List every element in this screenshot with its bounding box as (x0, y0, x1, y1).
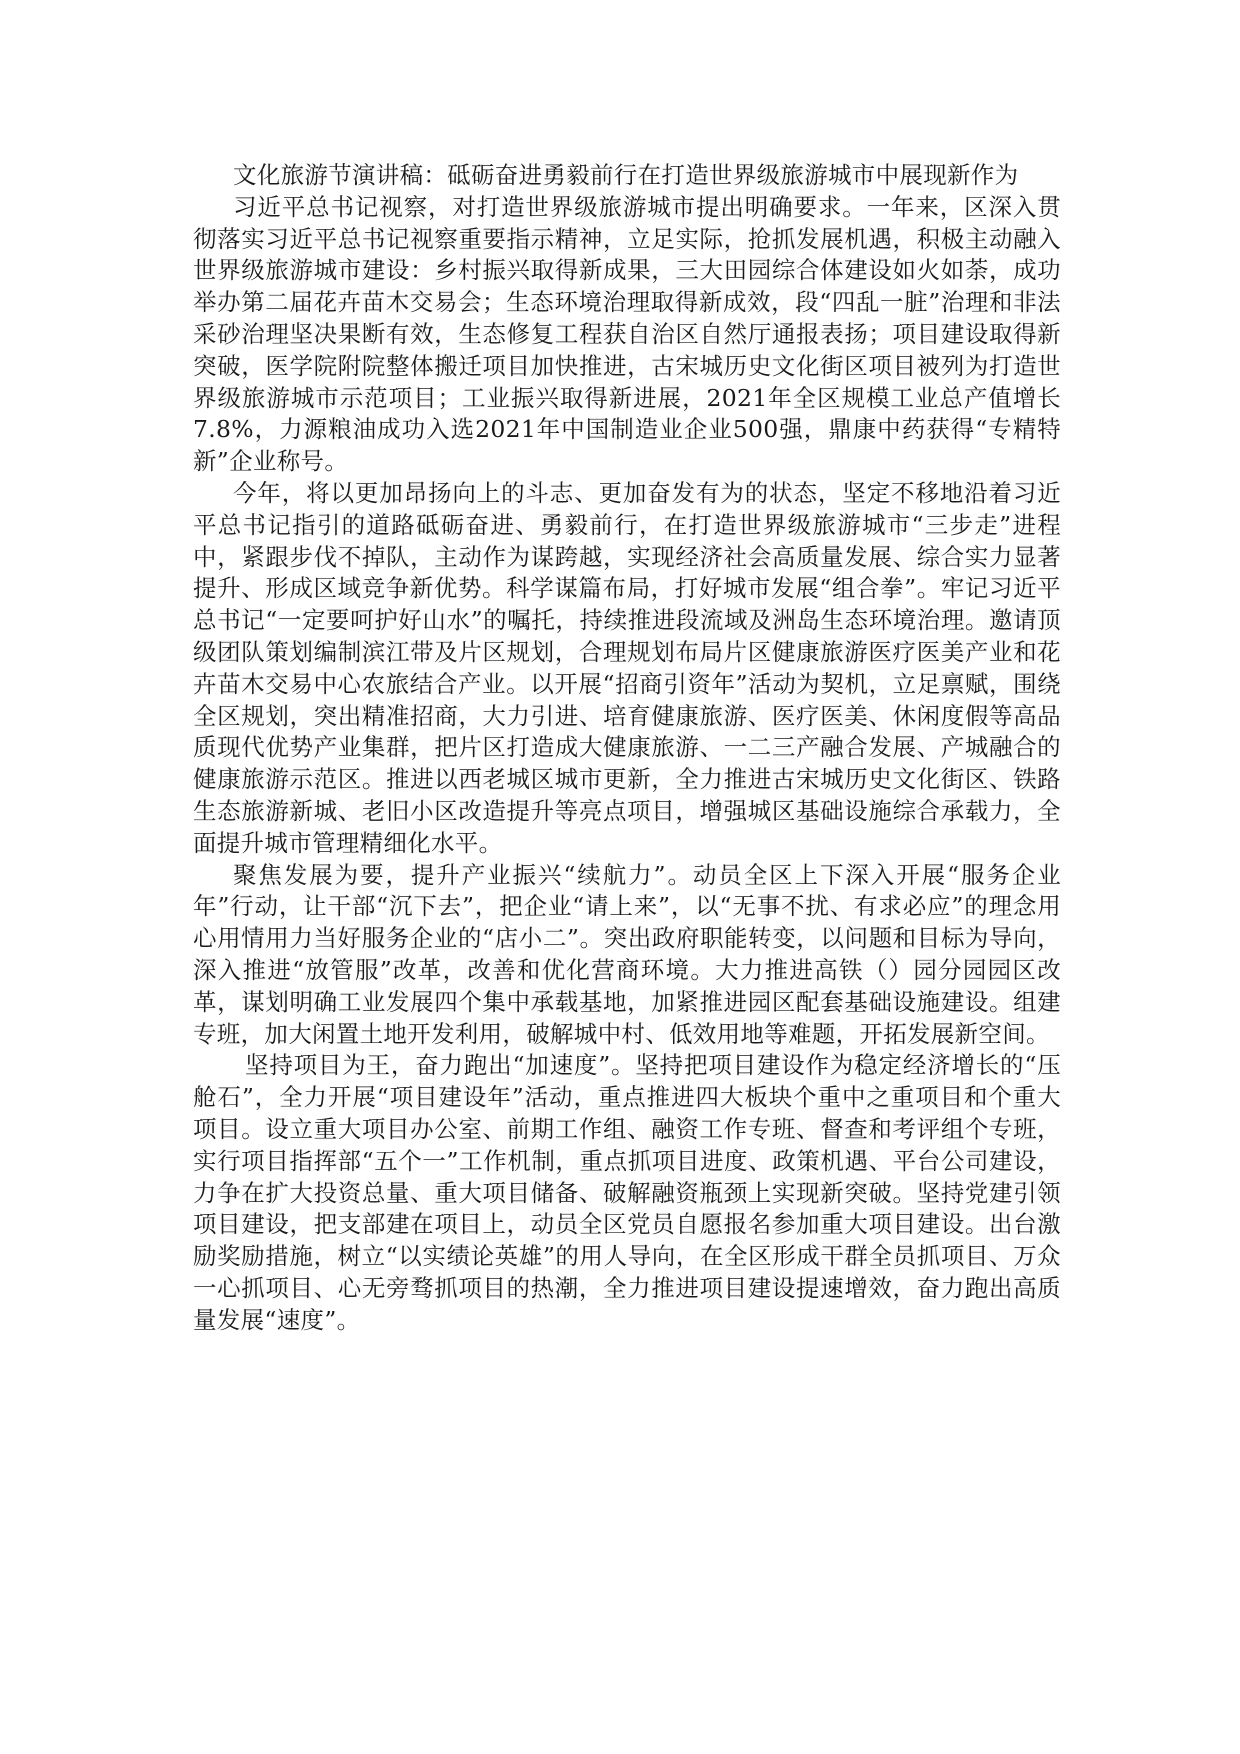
paragraph-4: 坚持项目为王，奋力跑出“加速度”。坚持把项目建设作为稳定经济增长的“压舱石”，全力开展“项目建设年”活动，重点推进四大板块个重中之重项目和个重大项目。设立重大项目办公室、前期工作组、融资工作专班、督查和考评组个专班，实行项目指挥部“五个一”工作机制，重点抓项目进度、政策机遇、平台公司建设，力争在扩大投资总量、重大项目储备、破解融资瓶颈上实现新突破。坚持党建引领项目建设，把支部建在项目上，动员全区党员自愿报名参加重大项目建设。出台激励奖励措施，树立“以实绩论英雄”的用人导向，在全区形成干群全员抓项目、万众一心抓项目、心无旁骛抓项目的热潮，全力推进项目建设提速增效，奋力跑出高质量发展“速度”。 (193, 1051, 1061, 1334)
paragraph-3: 聚焦发展为要，提升产业振兴“续航力”。动员全区上下深入开展“服务企业年”行动，让干部“沉下去”，把企业“请上来”，以“无事不扰、有求必应”的理念用心用情用力当好服务企业的“店小二”。突出政府职能转变，以问题和目标为导向，深入推进“放管服”改革，改善和优化营商环境。大力推进高铁（）园分园园区改革，谋划明确工业发展四个集中承载基地，加紧推进园区配套基础设施建设。组建专班，加大闲置土地开发利用，破解城中村、低效用地等难题，开拓发展新空间。 (193, 860, 1061, 1048)
paragraph-1: 习近平总书记视察，对打造世界级旅游城市提出明确要求。一年来，区深入贯彻落实习近平总书记视察重要指示精神，立足实际，抢抓发展机遇，积极主动融入世界级旅游城市建设：乡村振兴取得新成果，三大田园综合体建设如火如荼，成功举办第二届花卉苗木交易会；生态环境治理取得新成效，段“四乱一脏”治理和非法采砂治理坚决果断有效，生态修复工程获自治区自然厅通报表扬；项目建设取得新突破，医学院附院整体搬迁项目加快推进，古宋城历史文化街区项目被列为打造世界级旅游城市示范项目；工业振兴取得新进展，2021年全区规模工业总产值增长7.8%，力源粮油成功入选2021年中国制造业企业500强，鼎康中药获得“专精特新”企业称号。 (193, 192, 1061, 476)
document-title: 文化旅游节演讲稿：砥砺奋进勇毅前行在打造世界级旅游城市中展现新作为 (233, 161, 1019, 189)
document-page (193, 160, 1061, 1336)
paragraph-2: 今年，将以更加昂扬向上的斗志、更加奋发有为的状态，坚定不移地沿着习近平总书记指引的道路砥砺奋进、勇毅前行，在打造世界级旅游城市“三步走”进程中，紧跟步伐不掉队，主动作为谋跨越，实现经济社会高质量发展、综合实力显著提升、形成区域竞争新优势。科学谋篇布局，打好城市发展“组合拳”。牢记习近平总书记“一定要呵护好山水”的嘱托，持续推进段流域及洲岛生态环境治理。邀请顶级团队策划编制滨江带及片区规划，合理规划布局片区健康旅游医疗医美产业和花卉苗木交易中心农旅结合产业。以开展“招商引资年”活动为契机，立足禀赋，围绕全区规划，突出精准招商，大力引进、培育健康旅游、医疗医美、休闲度假等高品质现代优势产业集群，把片区打造成大健康旅游、一二三产融合发展、产城融合的健康旅游示范区。推进以西老城区城市更新，全力推进古宋城历史文化街区、铁路生态旅游新城、老旧小区改造提升等亮点项目，增强城区基础设施综合承载力，全面提升城市管理精细化水平。 (193, 478, 1061, 857)
